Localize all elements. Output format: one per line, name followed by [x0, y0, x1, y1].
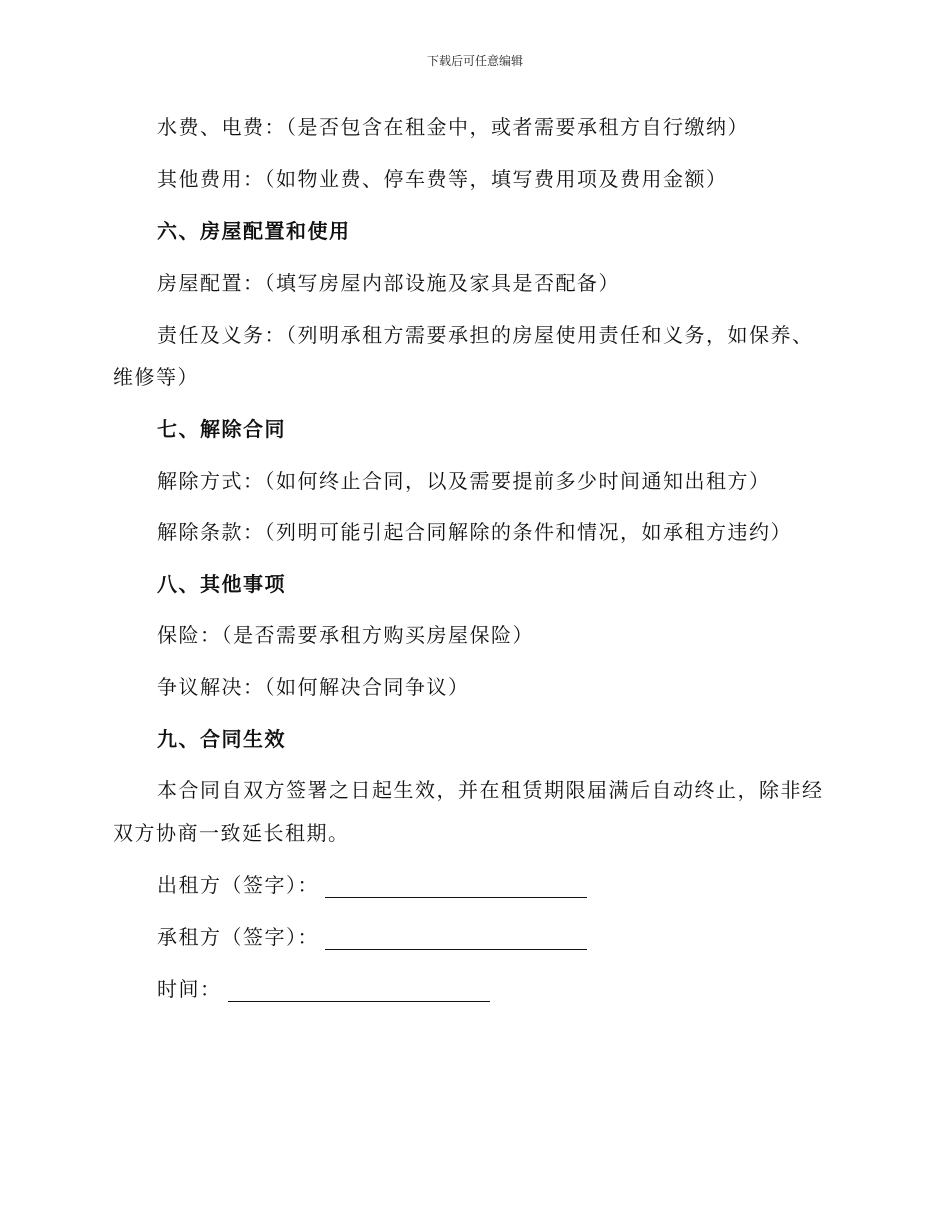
- termination-method-line: 解除方式：（如何终止合同，以及需要提前多少时间通知出租方）: [157, 469, 771, 493]
- section-6-heading: 六、房屋配置和使用: [157, 219, 351, 243]
- lessor-signature-row: [157, 872, 587, 898]
- lessor-signature-blank: [325, 877, 587, 898]
- page-header: 下载后可任意编辑: [426, 54, 523, 68]
- water-electric-fee-line: 水费、电费：（是否包含在租金中，或者需要承租方自行缴纳）: [157, 115, 749, 139]
- date-row: [157, 976, 490, 1002]
- dispute-line: 争议解决：（如何解决合同争议）: [157, 675, 470, 699]
- lessor-signature-label: 出租方（签字）：: [157, 873, 319, 897]
- insurance-line: 保险：（是否需要承租方购买房屋保险）: [157, 623, 534, 647]
- house-config-line: 房屋配置：（填写房屋内部设施及家具是否配备）: [157, 271, 620, 295]
- duties-line-1: 责任及义务：（列明承租方需要承担的房屋使用责任和义务，如保养、: [157, 323, 814, 347]
- date-blank: [228, 981, 490, 1002]
- section-9-heading: 九、合同生效: [157, 727, 286, 751]
- other-fees-line: 其他费用：（如物业费、停车费等，填写费用项及费用金额）: [157, 167, 728, 191]
- section-8-heading: 八、其他事项: [157, 572, 286, 596]
- effect-line-1: 本合同自双方签署之日起生效，并在租赁期限届满后自动终止，除非经: [157, 778, 824, 802]
- duties-line-2: 维修等）: [113, 365, 199, 389]
- effect-line-2: 双方协商一致延长租期。: [113, 821, 350, 845]
- lessee-signature-label: 承租方（签字）：: [157, 925, 319, 949]
- lessee-signature-row: [157, 924, 587, 950]
- termination-terms-line: 解除条款：（列明可能引起合同解除的条件和情况，如承租方违约）: [157, 520, 792, 544]
- section-7-heading: 七、解除合同: [157, 417, 286, 441]
- lessee-signature-blank: [325, 929, 587, 950]
- date-label: 时间：: [157, 977, 222, 1001]
